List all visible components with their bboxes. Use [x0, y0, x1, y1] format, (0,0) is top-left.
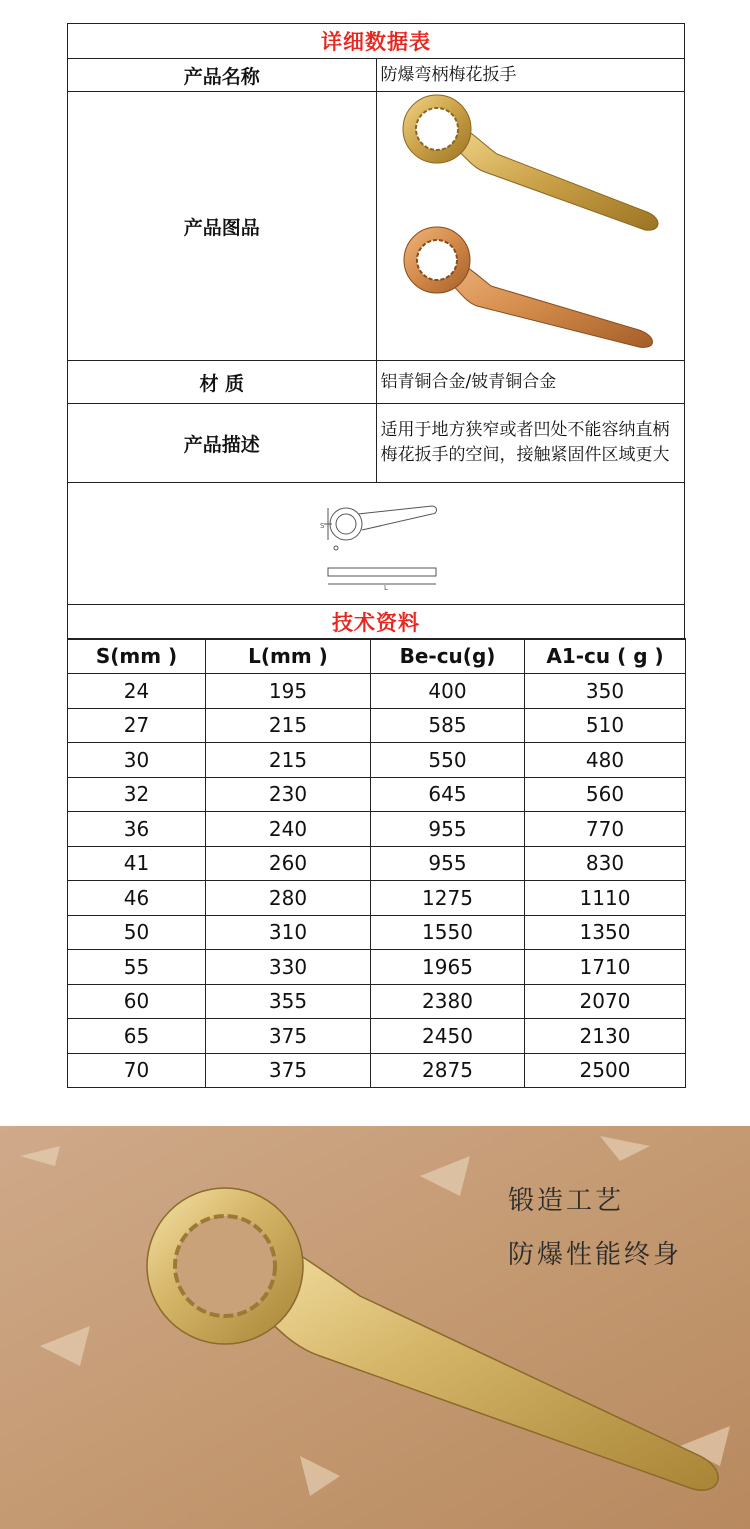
spec-cell: 955 [371, 812, 525, 847]
spec-cell: 375 [206, 1053, 371, 1088]
spec-header-row [68, 639, 686, 674]
spec-cell: 65 [68, 1019, 206, 1054]
spec-cell: 60 [68, 984, 206, 1019]
spec-row [68, 881, 686, 916]
spec-cell: 215 [206, 743, 371, 778]
spec-header: S(mm ) [68, 639, 206, 674]
product-name-value: 防爆弯柄梅花扳手 [376, 59, 685, 92]
spec-row [68, 846, 686, 881]
spec-cell: 375 [206, 1019, 371, 1054]
spec-cell: 770 [525, 812, 686, 847]
wrench-technical-drawing [306, 492, 446, 592]
cardboard-background [0, 1126, 750, 1529]
product-photo-banner [0, 1126, 750, 1529]
spec-header: L(mm ) [206, 639, 371, 674]
spec-cell: 1710 [525, 950, 686, 985]
spec-cell: 1350 [525, 915, 686, 950]
spec-cell: 2875 [371, 1053, 525, 1088]
spec-row [68, 674, 686, 709]
detail-title: 详细数据表 [68, 24, 685, 59]
spec-cell: 50 [68, 915, 206, 950]
copper-wrench [404, 227, 653, 347]
tech-title: 技术资料 [68, 605, 685, 640]
spec-cell: 280 [206, 881, 371, 916]
wrench-product-photo [377, 92, 750, 356]
spec-cell: 550 [371, 743, 525, 778]
spec-cell: 215 [206, 708, 371, 743]
spec-row [68, 1053, 686, 1088]
spec-cell: 41 [68, 846, 206, 881]
spec-cell: 955 [371, 846, 525, 881]
drawing-cell [68, 483, 685, 605]
spec-cell: 400 [371, 674, 525, 709]
photo-caption-forging: 锻造工艺 [508, 1186, 625, 1216]
spec-cell: 355 [206, 984, 371, 1019]
material-value: 铝青铜合金/铍青铜合金 [376, 361, 685, 404]
spec-cell: 260 [206, 846, 371, 881]
spec-cell: 46 [68, 881, 206, 916]
spec-cell: 560 [525, 777, 686, 812]
product-image-cell [376, 92, 685, 361]
material-label: 材 质 [68, 361, 377, 404]
spec-cell: 24 [68, 674, 206, 709]
spec-row [68, 708, 686, 743]
spec-cell: 70 [68, 1053, 206, 1088]
spec-cell: 2130 [525, 1019, 686, 1054]
spec-row [68, 777, 686, 812]
spec-cell: 2450 [371, 1019, 525, 1054]
drawing-l-mark: L [384, 583, 388, 592]
spec-cell: 310 [206, 915, 371, 950]
description-label: 产品描述 [68, 404, 377, 483]
spec-cell: 1275 [371, 881, 525, 916]
spec-cell: 1110 [525, 881, 686, 916]
spec-cell: 830 [525, 846, 686, 881]
spec-header: Be-cu(g) [371, 639, 525, 674]
detail-table [67, 23, 685, 640]
spec-row [68, 1019, 686, 1054]
spec-cell: 240 [206, 812, 371, 847]
spec-cell: 510 [525, 708, 686, 743]
spec-cell: 55 [68, 950, 206, 985]
spec-row [68, 984, 686, 1019]
spec-cell: 230 [206, 777, 371, 812]
spec-cell: 195 [206, 674, 371, 709]
spec-cell: 585 [371, 708, 525, 743]
spec-header: A1-cu ( g ) [525, 639, 686, 674]
spec-cell: 30 [68, 743, 206, 778]
spec-cell: 330 [206, 950, 371, 985]
spec-cell: 2380 [371, 984, 525, 1019]
spec-cell: 2500 [525, 1053, 686, 1088]
spec-cell: 36 [68, 812, 206, 847]
spec-cell: 1550 [371, 915, 525, 950]
product-image-label: 产品图品 [68, 92, 377, 361]
spec-cell: 645 [371, 777, 525, 812]
spec-cell: 32 [68, 777, 206, 812]
drawing-s-mark: S [320, 521, 325, 530]
product-name-label: 产品名称 [68, 59, 377, 92]
bronze-wrench [403, 95, 658, 230]
photo-caption-explosion-proof: 防爆性能终身 [508, 1240, 683, 1270]
spec-cell: 350 [525, 674, 686, 709]
spec-row [68, 743, 686, 778]
description-value: 适用于地方狭窄或者凹处不能容纳直柄梅花扳手的空间，接触紧固件区域更大 [376, 404, 685, 483]
spec-row [68, 915, 686, 950]
spec-row [68, 812, 686, 847]
spec-cell: 2070 [525, 984, 686, 1019]
spec-row [68, 950, 686, 985]
spec-cell: 1965 [371, 950, 525, 985]
spec-cell: 480 [525, 743, 686, 778]
spec-cell: 27 [68, 708, 206, 743]
spec-table [67, 638, 686, 1088]
